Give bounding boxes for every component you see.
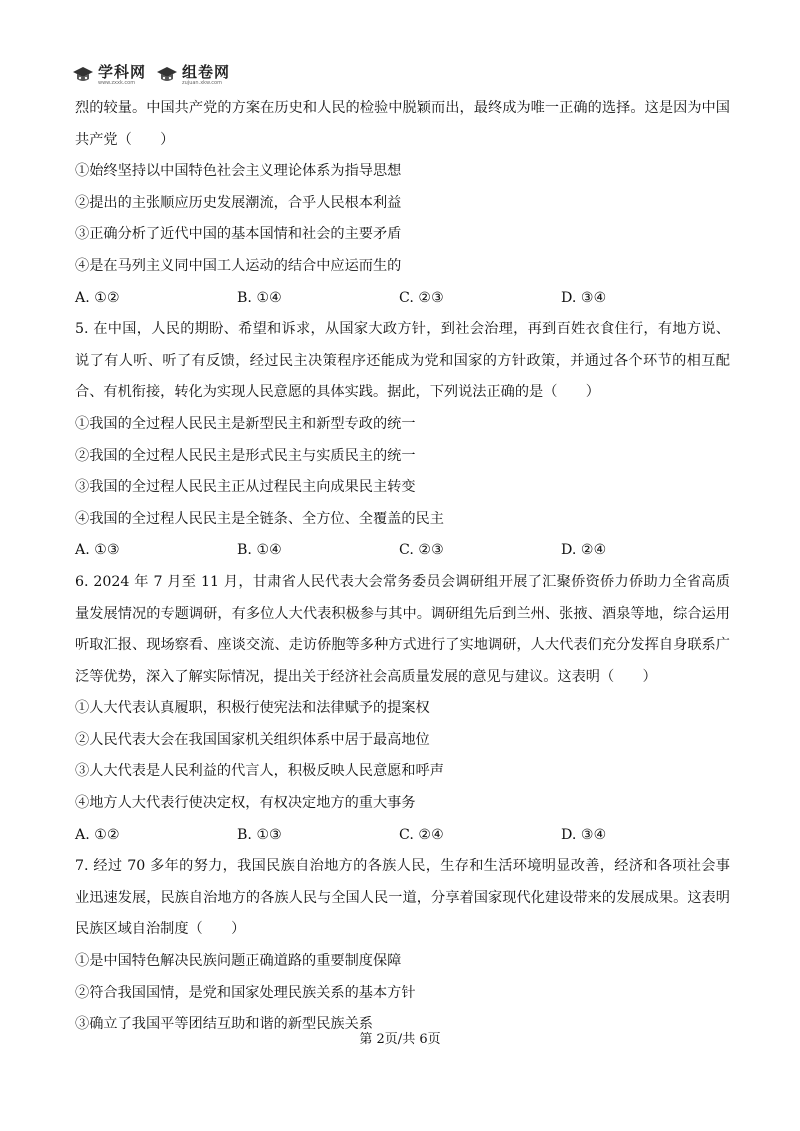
question-item: ①是中国特色解决民族问题正确道路的重要制度保障 [75, 953, 402, 970]
question-item: ④是在马列主义同中国工人运动的结合中应运而生的 [75, 257, 402, 274]
answer-options [75, 283, 730, 315]
option-d: D. ③④ [561, 289, 607, 306]
graduation-cap-icon [156, 66, 178, 84]
option-a: A. ①③ [75, 542, 120, 559]
option-a: A. ①② [75, 289, 120, 306]
document-body [75, 93, 730, 1041]
question-stem: 烈的较量。中国共产党的方案在历史和人民的检验中脱颖而出，最终成为唯一正确的选择。这是因为中国共产党（ ） [75, 100, 730, 148]
question-item: ②提出的主张顺应历史发展潮流，合乎人民根本利益 [75, 194, 402, 211]
question-item: ①我国的全过程人民民主是新型民主和新型专政的统一 [75, 415, 416, 432]
option-b: B. ①③ [237, 826, 282, 843]
question-item: ③确立了我国平等团结互助和谐的新型民族关系 [75, 1016, 373, 1033]
answer-options [75, 535, 730, 567]
question-item: ④我国的全过程人民民主是全链条、全方位、全覆盖的民主 [75, 510, 444, 527]
option-d: D. ③④ [561, 826, 607, 843]
option-b: B. ①④ [237, 542, 282, 559]
question-item: ②人民代表大会在我国国家机关组织体系中居于最高地位 [75, 731, 430, 748]
question-item: ③正确分析了近代中国的基本国情和社会的主要矛盾 [75, 226, 402, 243]
logo-url: zujuan.xkw.com [182, 79, 222, 86]
answer-options [75, 820, 730, 852]
page-number: 第 2页/共 6页 [359, 1032, 441, 1047]
question-item: ①始终坚持以中国特色社会主义理论体系为指导思想 [75, 163, 402, 180]
option-a: A. ①② [75, 826, 120, 843]
question-stem: 6. 2024 年 7 月至 11 月，甘肃省人民代表大会常务委员会调研组开展了汇聚侨资侨力侨助力全省高质量发展情况的专题调研，有多位人大代表积极参与其中。调研组先后到兰州、张掖、酒泉等地，综合运用听取汇报、现场察看、座谈交流、走访侨胞等多种方式进行了实地调研，人大代表们充分发挥自身联系广泛等优势，深入了解实际情况，提出关于经济社会高质量发展的意见与建议。这表明（ ） [75, 573, 730, 685]
option-b: B. ①④ [237, 289, 282, 306]
question-item: ③我国的全过程人民民主正从过程民主向成果民主转变 [75, 479, 416, 496]
option-c: C. ②③ [399, 289, 444, 306]
logo-name: 学科网 [98, 62, 147, 81]
question-item: ④地方人大代表行使决定权，有权决定地方的重大事务 [75, 795, 416, 812]
question-item: ③人大代表是人民利益的代言人，积极反映人民意愿和呼声 [75, 763, 444, 780]
question-stem: 5. 在中国，人民的期盼、希望和诉求，从国家大政方针，到社会治理，再到百姓衣食住行，有地方说、说了有人听、听了有反馈，经过民主决策程序还能成为党和国家的方针政策，并通过各个环节的相互配合、有机衔接，转化为实现人民意愿的具体实践。据此，下列说法正确的是（ ） [75, 321, 730, 401]
question-stem: 7. 经过 70 多年的努力，我国民族自治地方的各族人民，生存和生活环境明显改善，经济和各项社会事业迅速发展，民族自治地方的各族人民与全国人民一道，分享着国家现代化建设带来的发展成果。这表明民族区域自治制度（ ） [75, 858, 730, 938]
question-item: ②符合我国国情，是党和国家处理民族关系的基本方针 [75, 984, 416, 1001]
question-item: ①人大代表认真履职，积极行使宪法和法律赋予的提案权 [75, 700, 430, 717]
logo-name: 组卷网 [182, 62, 231, 81]
graduation-cap-icon [72, 66, 94, 84]
logo-xuekewang [72, 62, 147, 86]
question-item: ②我国的全过程人民民主是形式民主与实质民主的统一 [75, 447, 416, 464]
logo-url: www.zxxk.com [98, 79, 136, 86]
logo-zujuanwang [156, 62, 231, 86]
header-logos [72, 62, 230, 88]
option-c: C. ②③ [399, 542, 444, 559]
option-d: D. ②④ [561, 542, 607, 559]
option-c: C. ②④ [399, 826, 444, 843]
